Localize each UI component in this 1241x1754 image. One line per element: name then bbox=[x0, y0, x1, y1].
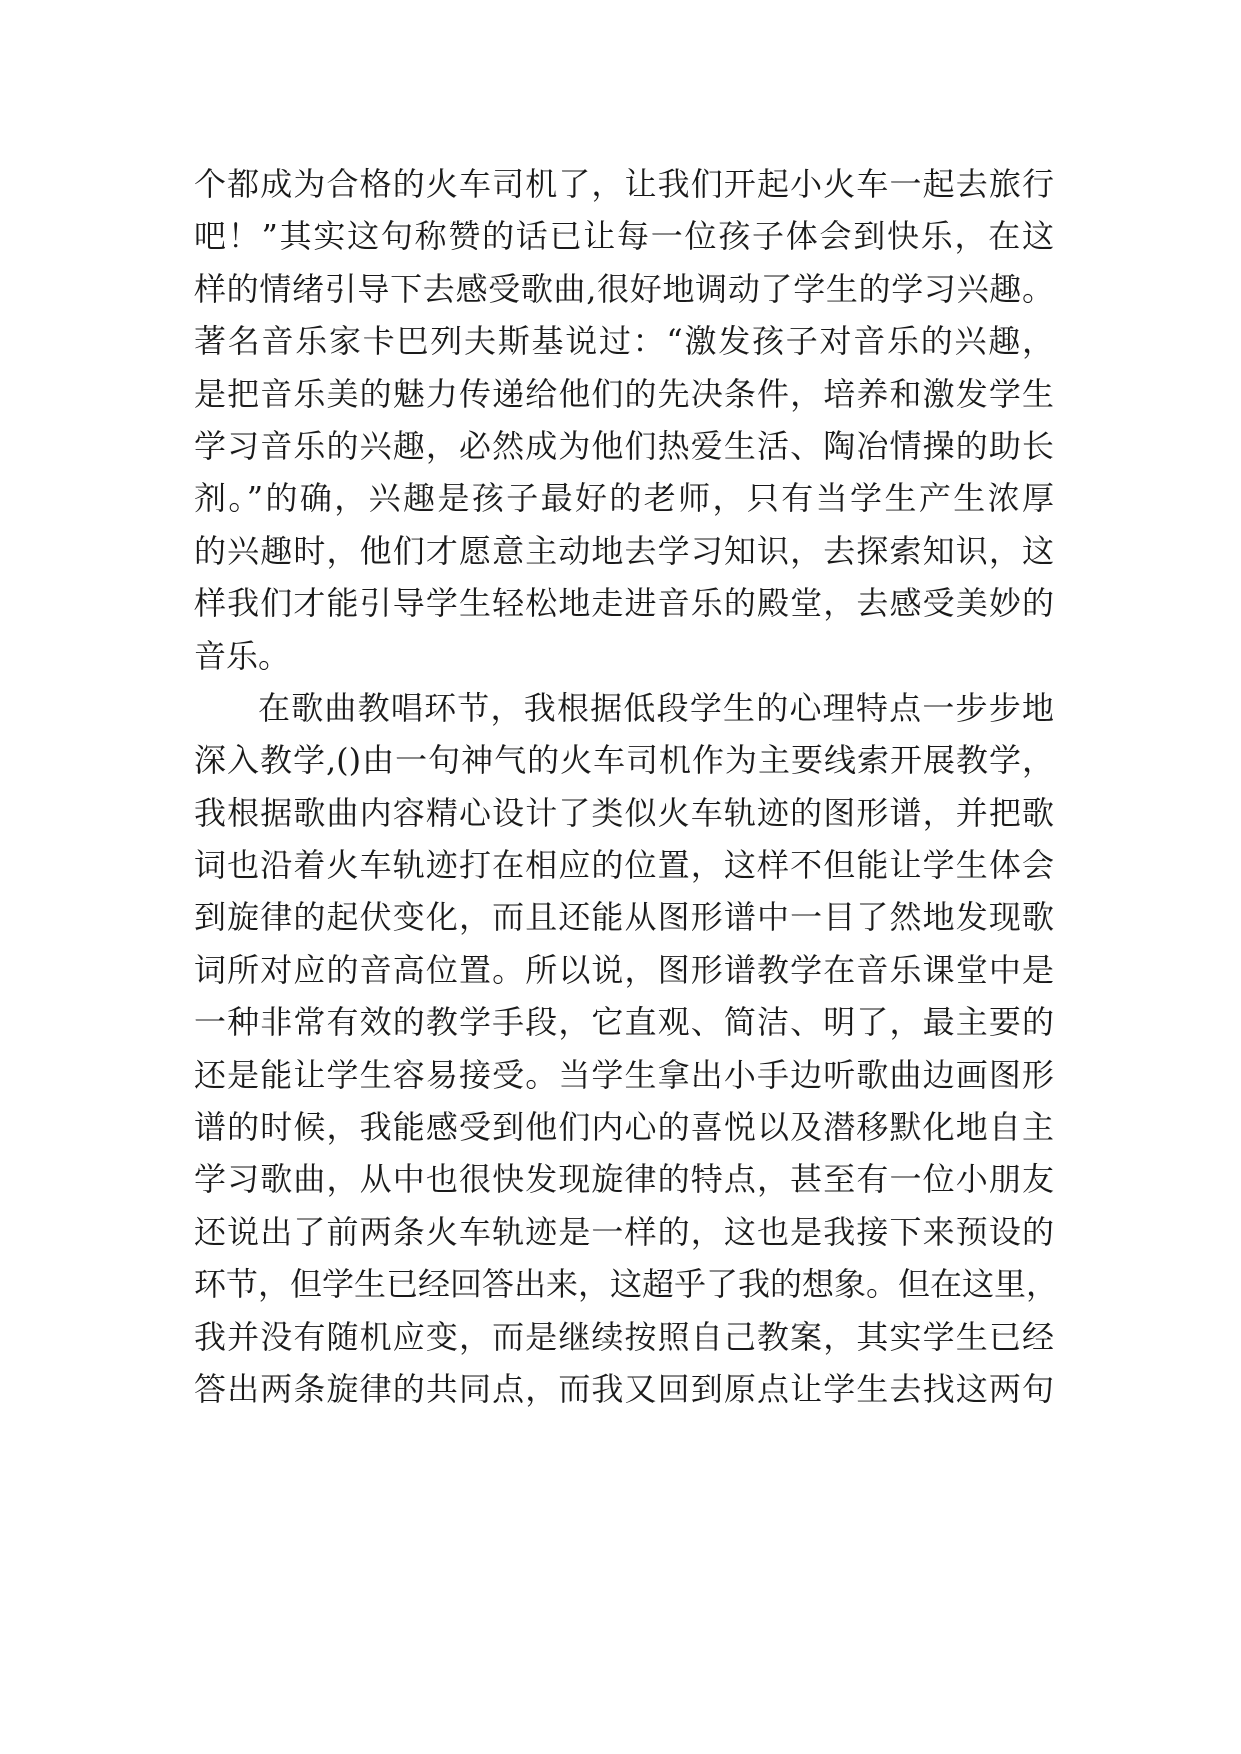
text-line: 著名音乐家卡巴列夫斯基说过：“激发孩子对音乐的兴趣， bbox=[194, 322, 1054, 361]
text-line: 还是能让学生容易接受。当学生拿出小手边听歌曲边画图形 bbox=[194, 1055, 1054, 1094]
text-line: 音乐。 bbox=[194, 636, 291, 675]
text-line: 词也沿着火车轨迹打在相应的位置，这样不但能让学生体会 bbox=[194, 846, 1054, 885]
text-line: 样的情绪引导下去感受歌曲,很好地调动了学生的学习兴趣。 bbox=[194, 269, 1054, 308]
text-line: 词所对应的音高位置。所以说，图形谱教学在音乐课堂中是 bbox=[194, 950, 1054, 989]
text-line: 我并没有随机应变，而是继续按照自己教案，其实学生已经 bbox=[194, 1317, 1054, 1356]
text-line: 剂。”的确，兴趣是孩子最好的老师，只有当学生产生浓厚 bbox=[194, 479, 1054, 518]
text-line: 学习音乐的兴趣，必然成为他们热爱生活、陶冶情操的助长 bbox=[194, 426, 1054, 465]
text-line: 我根据歌曲内容精心设计了类似火车轨迹的图形谱，并把歌 bbox=[194, 793, 1054, 832]
text-line: 个都成为合格的火车司机了，让我们开起小火车一起去旅行 bbox=[194, 165, 1054, 203]
body-text bbox=[194, 158, 1059, 1415]
text-line: 谱的时候，我能感受到他们内心的喜悦以及潜移默化地自主 bbox=[194, 1108, 1054, 1147]
text-line: 样我们才能引导学生轻松地走进音乐的殿堂，去感受美妙的 bbox=[194, 584, 1054, 623]
text-line: 一种非常有效的教学手段，它直观、简洁、明了，最主要的 bbox=[194, 1003, 1054, 1042]
text-line: 学习歌曲，从中也很快发现旋律的特点，甚至有一位小朋友 bbox=[194, 1160, 1054, 1199]
text-line: 到旋律的起伏变化，而且还能从图形谱中一目了然地发现歌 bbox=[194, 898, 1054, 937]
text-line: 是把音乐美的魅力传递给他们的先决条件，培养和激发学生 bbox=[194, 374, 1054, 413]
text-line: 深入教学,()由一句神气的火车司机作为主要线索开展教学， bbox=[194, 741, 1054, 780]
text-line: 答出两条旋律的共同点，而我又回到原点让学生去找这两句 bbox=[194, 1369, 1054, 1408]
text-line: 的兴趣时，他们才愿意主动地去学习知识，去探索知识，这 bbox=[194, 531, 1054, 570]
text-line: 环节，但学生已经回答出来，这超乎了我的想象。但在这里， bbox=[194, 1265, 1059, 1304]
text-line: 还说出了前两条火车轨迹是一样的，这也是我接下来预设的 bbox=[194, 1212, 1054, 1251]
text-line: 在歌曲教唱环节，我根据低段学生的心理特点一步步地 bbox=[258, 688, 1054, 727]
text-line: 吧！”其实这句称赞的话已让每一位孩子体会到快乐，在这 bbox=[194, 217, 1054, 256]
